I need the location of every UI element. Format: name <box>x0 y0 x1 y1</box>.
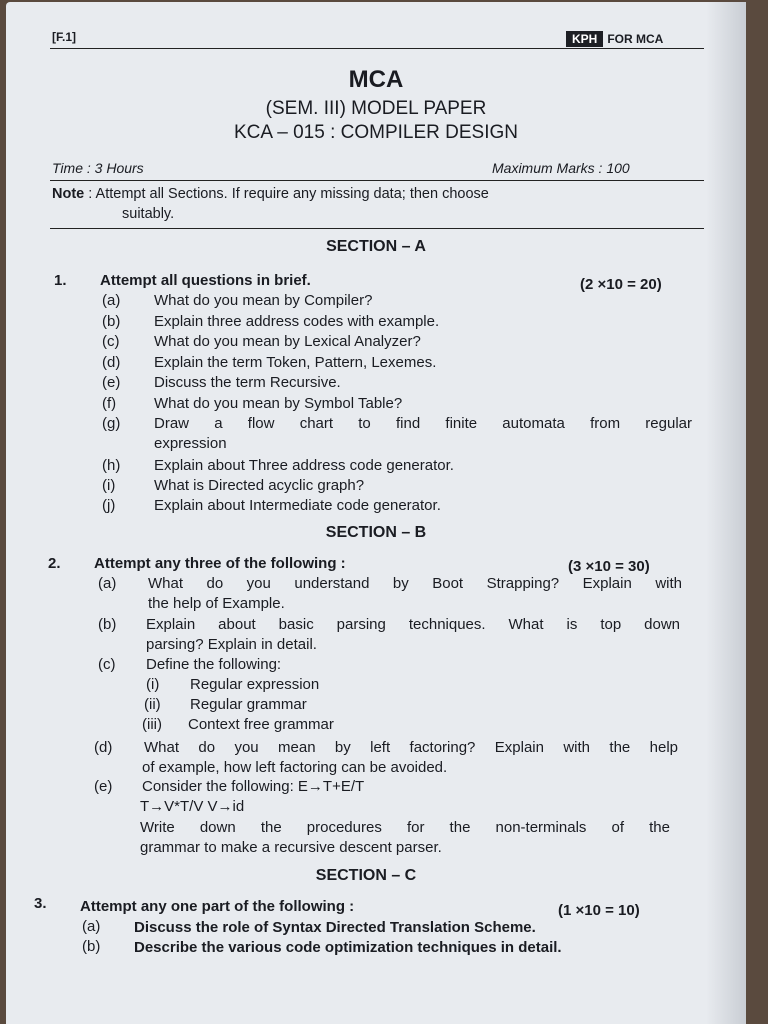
item-text: Draw a flow chart to find finite automata from regular <box>154 415 692 432</box>
note-line-2: suitably. <box>122 206 175 222</box>
item-label: (b) <box>98 616 117 633</box>
note-text <box>52 184 702 224</box>
meta-divider <box>50 180 704 181</box>
maximum-marks: Maximum Marks : 100 <box>492 160 630 176</box>
item-text: What do you mean by Symbol Table? <box>154 395 403 412</box>
question-2-instruction: Attempt any three of the following : <box>94 555 346 572</box>
item-text-continued: parsing? Explain in detail. <box>146 636 317 653</box>
note-divider <box>50 228 704 229</box>
item-label: (h) <box>102 457 121 474</box>
item-text: Discuss the term Recursive. <box>154 374 341 391</box>
item-text: What do you mean by Lexical Analyzer? <box>154 333 421 350</box>
item-text: Discuss the role of Syntax Directed Translation Scheme. <box>134 919 536 936</box>
item-text: Define the following: <box>146 656 282 673</box>
publisher-badge <box>566 32 663 46</box>
item-text-continued: expression <box>154 435 227 452</box>
item-text: Explain three address codes with example. <box>154 313 440 330</box>
item-text-continued: of example, how left factoring can be avoided. <box>142 759 448 776</box>
subject-title: KCA – 015 : COMPILER DESIGN <box>233 122 519 143</box>
item-text: Explain about Intermediate code generator. <box>154 497 441 514</box>
note-label: Note <box>52 186 85 202</box>
item-text: What do you mean by left factoring? Explain with the help <box>144 739 678 756</box>
section-a-heading: SECTION – A <box>326 238 426 255</box>
item-text: Describe the various code optimization techniques in detail. <box>134 939 562 956</box>
question-1-number: 1. <box>54 272 67 289</box>
note-line-1: : Attempt all Sections. If require any missing data; then choose <box>88 186 489 202</box>
section-b-heading: SECTION – B <box>325 524 427 541</box>
question-3-instruction: Attempt any one part of the following : <box>80 898 355 915</box>
item-text-continued: the help of Example. <box>148 595 285 612</box>
sub-item-text: Regular expression <box>190 676 320 693</box>
question-1-instruction: Attempt all questions in brief. <box>100 272 311 289</box>
sub-item-label: (iii) <box>142 716 162 733</box>
item-label: (b) <box>102 313 121 330</box>
time-allowed: Time : 3 Hours <box>52 160 144 176</box>
item-label: (g) <box>102 415 121 432</box>
question-1-marks: (2 ×10 = 20) <box>580 276 662 293</box>
publisher-logo: KPH <box>566 31 603 47</box>
badge-suffix: FOR MCA <box>607 32 664 46</box>
item-label: (i) <box>102 477 116 494</box>
sub-item-text: Regular grammar <box>190 696 307 713</box>
item-text: Explain the term Token, Pattern, Lexemes. <box>154 354 437 371</box>
item-text: Explain about Three address code generator. <box>154 457 454 474</box>
item-text: What do you understand by Boot Strapping? Explain with <box>148 575 682 592</box>
item-text-continued: grammar to make a recursive descent parser. <box>140 839 442 856</box>
question-3-number: 3. <box>34 895 47 912</box>
item-label: (f) <box>102 395 117 412</box>
header-divider <box>50 48 704 49</box>
item-label: (a) <box>102 292 121 309</box>
sub-item-text: Context free grammar <box>188 716 334 733</box>
question-2-marks: (3 ×10 = 30) <box>568 558 650 575</box>
item-text-continued: T→V*T/V V→id <box>140 798 245 815</box>
item-label: (a) <box>82 918 101 935</box>
question-3-marks: (1 ×10 = 10) <box>558 902 640 919</box>
item-text-continued: Write down the procedures for the non-terminals of the <box>140 819 670 836</box>
item-text: What is Directed acyclic graph? <box>154 477 365 494</box>
question-2-number: 2. <box>48 555 61 572</box>
item-label: (a) <box>98 575 117 592</box>
section-c-heading: SECTION – C <box>315 867 417 884</box>
course-title: MCA <box>348 66 404 93</box>
sub-item-label: (ii) <box>144 696 161 713</box>
item-label: (e) <box>94 778 113 795</box>
page-reference: [F.1] <box>52 30 76 44</box>
item-text: What do you mean by Compiler? <box>154 292 373 309</box>
item-text: Explain about basic parsing techniques. What is top down <box>146 616 680 633</box>
item-label: (j) <box>102 497 116 514</box>
item-label: (d) <box>94 739 113 756</box>
item-label: (b) <box>82 938 101 955</box>
item-label: (c) <box>98 656 116 673</box>
item-label: (d) <box>102 354 121 371</box>
paper-title: (SEM. III) MODEL PAPER <box>265 98 487 119</box>
item-label: (e) <box>102 374 121 391</box>
sub-item-label: (i) <box>146 676 160 693</box>
item-label: (c) <box>102 333 120 350</box>
exam-paper-page <box>6 2 746 1024</box>
item-text: Consider the following: E→T+E/T <box>142 778 365 795</box>
